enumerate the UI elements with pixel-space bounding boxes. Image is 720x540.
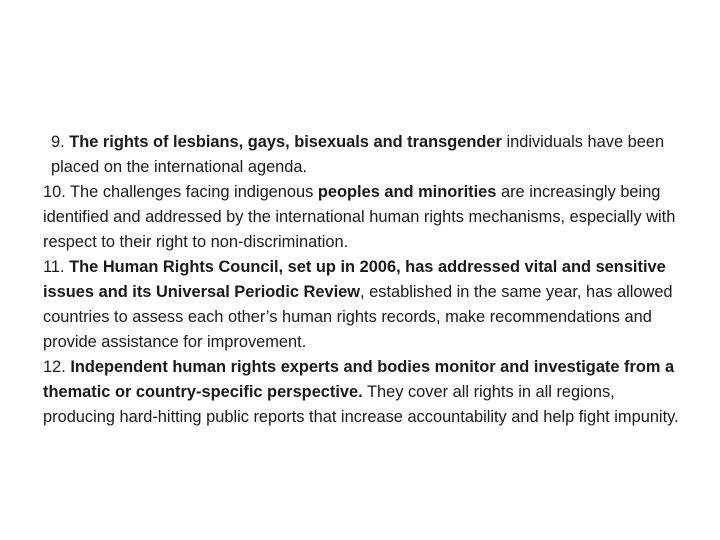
text-segment: , established in the same year, has allowed countries to assess each other’s human rights records, make recommendations and provide assistance for improvement.: [43, 283, 673, 351]
paragraph-10: [43, 180, 683, 255]
paragraph-12: [43, 355, 683, 430]
paragraph-11: [43, 255, 683, 355]
text-segment: They cover all rights in all regions, producing hard-hitting public reports that increase accountability and help fight impunity.: [43, 383, 679, 426]
text-segment-bold: Independent human rights experts and bodies monitor and investigate from a thematic or country-specific perspective.: [43, 358, 675, 401]
text-segment-bold: The Human Rights Council, set up in 2006, has addressed vital and sensitive issues and its Universal Periodic Review: [43, 258, 666, 301]
text-segment: 12.: [43, 358, 71, 376]
text-segment-bold: peoples and minorities: [317, 183, 497, 201]
text-segment: 11.: [43, 258, 70, 276]
text-segment: are increasingly being identified and addressed by the international human rights mechanisms, especially with respect to their right to non-discrimination.: [43, 183, 676, 251]
text-body: [43, 130, 683, 430]
text-segment: 9.: [51, 133, 70, 151]
text-segment: 10. The challenges facing indigenous: [43, 183, 318, 201]
text-segment-bold: The rights of lesbians, gays, bisexuals and transgender: [69, 133, 502, 151]
paragraph-9: [43, 130, 683, 180]
text-segment: individuals have been placed on the international agenda.: [51, 133, 665, 176]
